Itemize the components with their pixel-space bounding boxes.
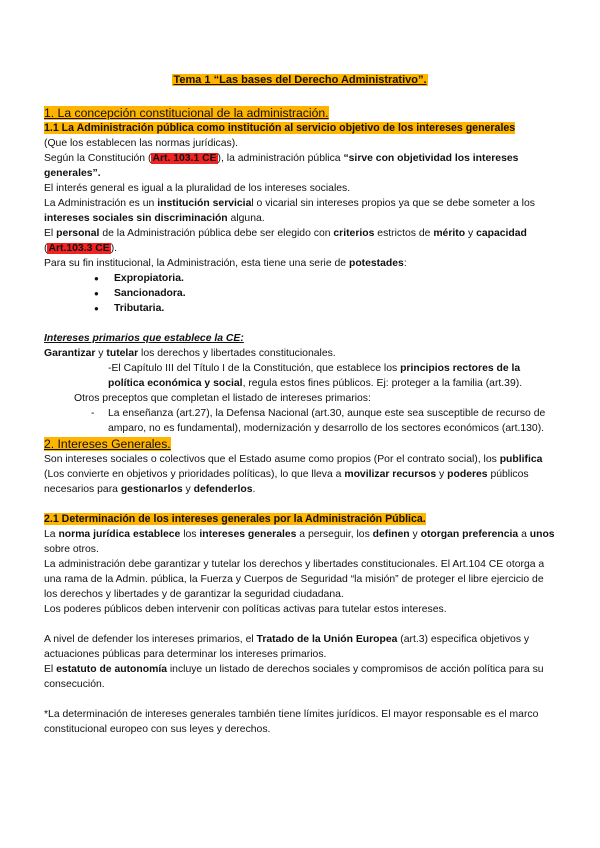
section-2-heading: 2. Intereses Generales. [44,437,171,451]
paragraph: La administración debe garantizar y tutelar los derechos y libertades constitucionales. El Art.104 CE otorga a una rama de la Admin. pública, la Fuerza y Cuerpos de Seguridad “la misión” de proteger el libre ejercicio de los derechos y libertades y de garantizar la seguridad ciudadana. [44,559,545,600]
paragraph: El estatuto de autonomía incluye un listado de derechos sociales y compromisos de acción política para su consecución. [44,664,544,690]
paragraph: Garantizar y tutelar los derechos y libertades constitucionales. [44,348,336,359]
paragraph: El personal de la Administración pública debe ser elegido con criterios estrictos de mérito y capacidad (Art.103.3 CE). [44,228,527,254]
potestades-list [44,271,559,316]
paragraph: A nivel de defender los intereses primarios, el Tratado de la Unión Europea (art.3) especifica objetivos y actuaciones públicas para determinar los intereses primarios. [44,634,530,660]
dash-list-item: - La enseñanza (art.27), la Defensa Nacional (art.30, aunque este sea susceptible de recurso de amparo, no es fundamental), modernización y desarrollo de los sectores económicos (art.130). [91,408,546,434]
list-item: ● Expropiatoria. [94,271,559,286]
document-body [44,105,559,737]
list-item: ● Tributaria. [94,301,559,316]
section-1-1-heading: 1.1 La Administración pública como institución al servicio objetivo de los intereses generales [44,122,516,134]
paragraph: Otros preceptos que completan el listado de intereses primarios: [74,393,371,404]
paragraph: Según la Constitución (Art. 103.1 CE), la administración pública “sirve con objetividad los intereses generales”. [44,153,519,179]
paragraph: La Administración es un institución servicial o vicarial sin intereses propios ya que se debe someter a los intereses sociales sin discriminación alguna. [44,198,535,224]
section-1-heading: 1. La concepción constitucional de la administración. [44,106,329,120]
document-title: Tema 1 “Las bases del Derecho Administrativo”. [173,74,427,86]
paragraph: (Que los establecen las normas jurídicas). [44,138,239,149]
section-2-1-heading: 2.1 Determinación de los intereses generales por la Administración Pública. [44,513,426,525]
paragraph: El interés general es igual a la pluralidad de los intereses sociales. [44,183,351,194]
article-ref-highlight: Art.103.3 CE [48,243,110,254]
footnote: *La determinación de intereses generales también tiene límites jurídicos. El mayor responsable es el marco constitucional europeo con sus leyes y derechos. [44,709,539,735]
paragraph: La norma jurídica establece los intereses generales a perseguir, los definen y otorgan preferencia a unos sobre otros. [44,529,555,555]
paragraph: Los poderes públicos deben intervenir con políticas activas para tutelar estos intereses. [44,604,447,615]
primary-interests-heading: Intereses primarios que establece la CE: [44,333,244,344]
paragraph: -El Capítulo III del Título I de la Constitución, que establece los principios rectores de la política económica y social, regula estos fines públicos. Ej: proteger a la familia (art.39). [108,363,523,389]
paragraph: Para su fin institucional, la Administración, esta tiene una serie de potestades: [44,258,407,269]
list-item: ● Sancionadora. [94,286,559,301]
article-ref-highlight: Art. 103.1 CE [152,153,217,164]
paragraph: Son intereses sociales o colectivos que el Estado asume como propios (Por el contrato social), los publifica (Los convierte en objetivos y prioridades políticas), lo que lleva a movilizar recursos y poderes públicos necesarios para gestionarlos y defenderlos. [44,454,543,495]
